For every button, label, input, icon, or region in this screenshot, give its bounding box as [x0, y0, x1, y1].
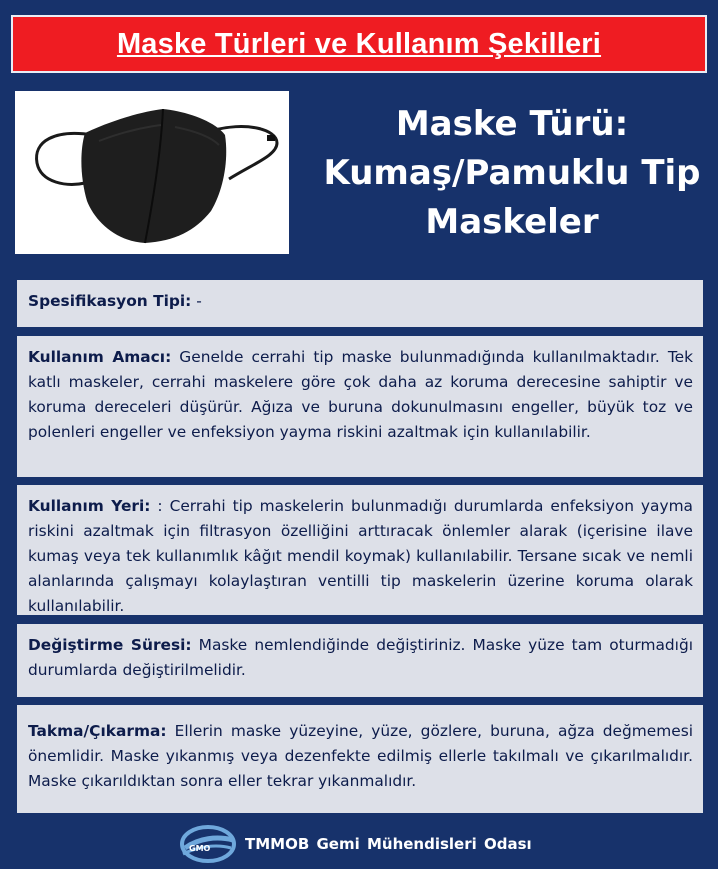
wear-remove-label: Takma/Çıkarma:: [28, 722, 167, 740]
gmo-logo-icon: [175, 824, 237, 864]
replacement-label: Değiştirme Süresi:: [28, 636, 192, 654]
usage-purpose-card: [17, 336, 703, 477]
wear-remove-card: [17, 705, 703, 813]
mask-type-heading: [318, 100, 706, 247]
spec-type-card: [17, 280, 703, 327]
usage-purpose-label: Kullanım Amacı:: [28, 348, 172, 366]
replacement-card: [17, 624, 703, 697]
footer-organization: TMMOB Gemi Mühendisleri Odası: [245, 835, 532, 853]
usage-place-text: : Cerrahi tip maskelerin bulunmadığı durumlarda enfeksiyon yayma riskini azaltmak için filtrasyon özelliğini arttıracak önlemler alarak (içerisine ilave kumaş veya tek kullanımlık kâğıt mendil koymak) kullanılabilir. Tersane sıcak ve nemli alanlarında çalışmayı kolaylaştıran ventilli tip maskelerin üzerine koruma olarak kullanılabilir.: [28, 497, 693, 615]
title-banner: [11, 15, 707, 73]
usage-place-label: Kullanım Yeri:: [28, 497, 151, 515]
gmo-logo-text: GMO: [189, 844, 211, 853]
cloth-mask-image: [15, 91, 289, 254]
page-title: Maske Türleri ve Kullanım Şekilleri: [116, 27, 602, 60]
usage-place-card: [17, 485, 703, 615]
replacement-text: Maske nemlendiğinde değiştiriniz. Maske yüze tam oturmadığı durumlarda değiştirilmelidir.: [28, 636, 694, 679]
footer: [175, 822, 532, 866]
mask-photo: [15, 91, 289, 254]
usage-purpose-text: Genelde cerrahi tip maske bulunmadığında kullanılmaktadır. Tek katlı maskeler, cerrahi maskelere göre çok daha az koruma derecesine sahiptir ve koruma dereceleri düşürür. Ağıza ve buruna dokunulmasını engeller, büyük toz ve polenleri engeller ve enfeksiyon yayma riskini azaltmak için kullanılabilir.: [28, 348, 693, 441]
wear-remove-text: Ellerin maske yüzeyine, yüze, gözlere, buruna, ağza değmemesi önemlidir. Maske yıkanmış veya dezenfekte edilmiş ellerle takılmalı ve çıkarılmalıdır. Maske çıkarıldıktan sonra eller tekrar yıkanmalıdır.: [28, 722, 693, 790]
spec-type-label: Spesifikasyon Tipi:: [28, 292, 192, 310]
spec-type-value: -: [191, 292, 202, 310]
heading-line-3: Maskeler: [425, 202, 599, 242]
heading-line-2: Kumaş/Pamuklu Tip: [323, 153, 701, 193]
heading-line-1: Maske Türü:: [395, 104, 629, 144]
